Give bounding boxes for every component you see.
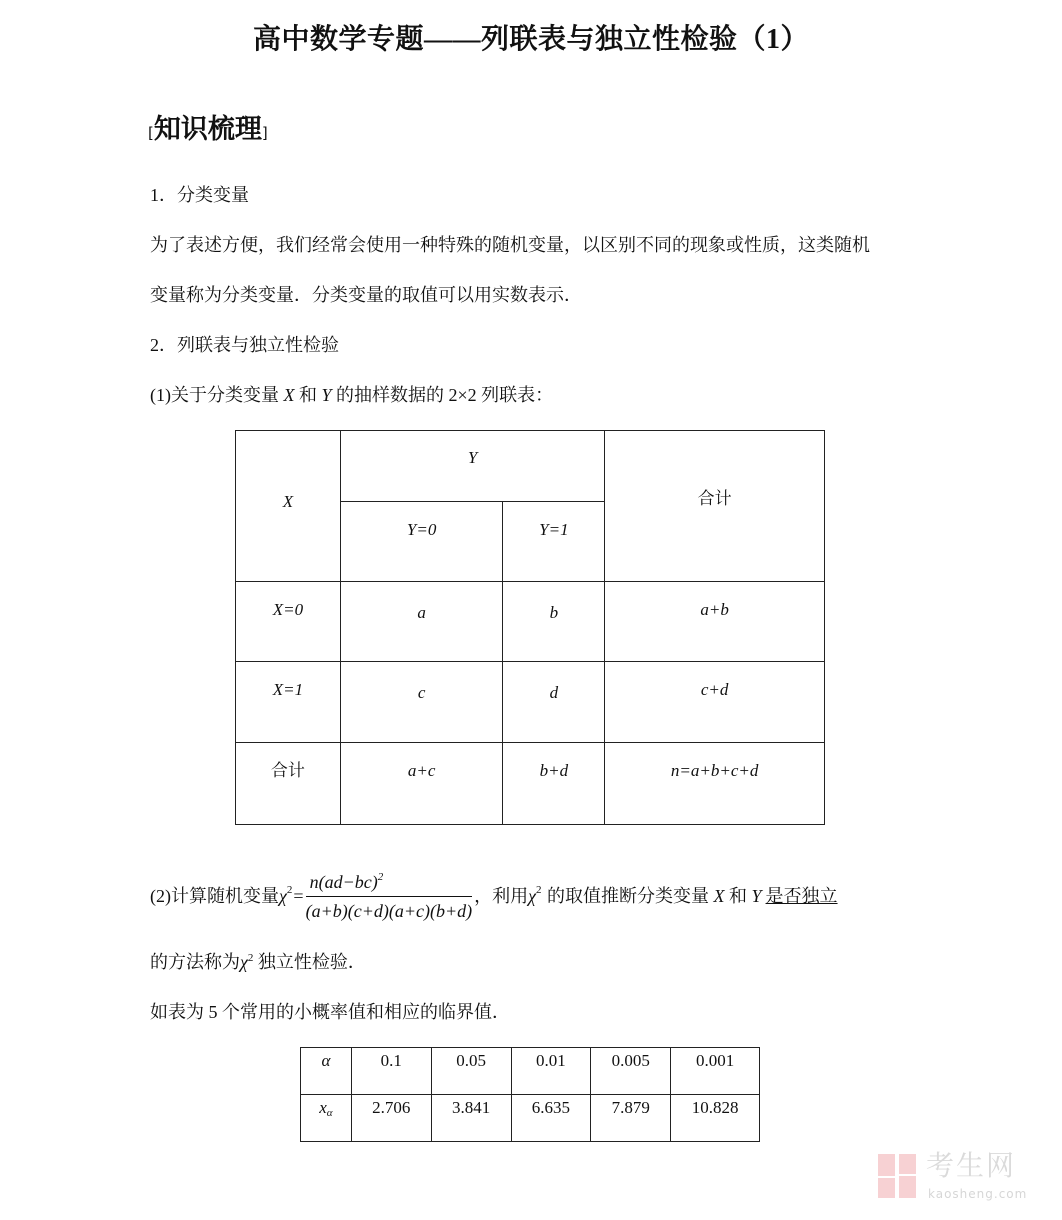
formula-line — [150, 868, 838, 924]
table-intro: 如表为 5 个常用的小概率值和相应的临界值． — [150, 1002, 510, 1022]
section-heading-text: 知识梳理 — [153, 114, 262, 145]
equals: = — [293, 886, 304, 906]
row-total: n=a+b+c+d — [605, 743, 825, 825]
row-total: c+d — [605, 662, 825, 743]
bracket-open: [ — [148, 124, 154, 142]
item1-line1: 为了表述方便，我们经常会使用一种特殊的随机变量，以区别不同的现象或性质，这类随机 — [150, 235, 870, 255]
chi-square-exp: 2 — [286, 883, 293, 896]
critical-value: 10.828 — [671, 1095, 760, 1142]
underlined-phrase: 是否独立 — [765, 886, 838, 906]
alpha-value: 0.001 — [671, 1048, 760, 1095]
numerator-exp: 2 — [377, 870, 384, 883]
table-row — [236, 582, 825, 662]
alpha-value: 0.05 — [431, 1048, 511, 1095]
item1-heading: 1．分类变量 — [150, 185, 249, 205]
critical-value: 3.841 — [431, 1095, 511, 1142]
row-label: X=0 — [236, 582, 341, 662]
denominator: (a+b)(c+d)(a+c)(b+d) — [305, 900, 473, 921]
alpha-value: 0.01 — [511, 1048, 591, 1095]
alpha-value: 0.1 — [351, 1048, 431, 1095]
method-suffix: 独立性检验． — [253, 952, 366, 972]
table-row — [236, 743, 825, 825]
chi-square-fraction — [306, 870, 473, 923]
critical-value-table — [300, 1047, 760, 1142]
row-label: 合计 — [236, 743, 341, 825]
chi-symbol: χ — [240, 952, 248, 972]
cell: d — [503, 662, 605, 743]
var-x: X — [283, 385, 295, 405]
table-row — [236, 662, 825, 743]
method-prefix: 的方法称为 — [150, 952, 240, 972]
header-y0: Y=0 — [340, 502, 503, 582]
header-y1: Y=1 — [503, 502, 605, 582]
row-total: a+b — [605, 582, 825, 662]
critical-label — [301, 1095, 352, 1142]
table-row — [301, 1095, 760, 1142]
contingency-table — [235, 430, 825, 825]
cell: a+c — [340, 743, 503, 825]
bracket-close: ] — [261, 124, 268, 142]
formula-after2: 的取值推断分类变量 — [542, 886, 714, 906]
item2-intro — [150, 383, 553, 407]
kaosheng-logo-icon — [878, 1154, 918, 1198]
chi-square-exp: 2 — [247, 952, 254, 964]
chi-symbol: χ — [279, 886, 287, 906]
x-symbol: x — [319, 1098, 327, 1117]
alpha-label: α — [301, 1048, 352, 1095]
item1-line2: 变量称为分类变量．分类变量的取值可以用实数表示． — [150, 285, 582, 305]
header-x: X — [236, 431, 341, 582]
watermark — [878, 1150, 1053, 1206]
var-x: X — [713, 886, 725, 906]
header-y: Y — [340, 431, 604, 502]
formula-and: 和 — [724, 886, 752, 906]
chi-symbol: χ — [528, 886, 537, 906]
cell: b — [503, 582, 605, 662]
formula-after1: ，利用 — [474, 886, 529, 906]
row-label: X=1 — [236, 662, 341, 743]
var-y: Y — [321, 385, 332, 405]
numerator — [306, 870, 473, 897]
intro-suffix: 的抽样数据的 2×2 列联表： — [331, 385, 554, 405]
var-y: Y — [751, 886, 762, 906]
alpha-value: 0.005 — [591, 1048, 671, 1095]
numerator-text: n(ad−bc) — [309, 871, 378, 892]
chi-square-exp: 2 — [536, 883, 542, 896]
cell: c — [340, 662, 503, 743]
document-title: 高中数学专题——列联表与独立性检验（1） — [252, 24, 809, 55]
cell: b+d — [503, 743, 605, 825]
critical-value: 6.635 — [511, 1095, 591, 1142]
intro-and: 和 — [294, 385, 322, 405]
header-total: 合计 — [605, 431, 825, 582]
formula-prefix: (2)计算随机变量 — [150, 886, 279, 906]
cell: a — [340, 582, 503, 662]
watermark-domain: kaosheng.com — [928, 1187, 1028, 1201]
item2-heading: 2．列联表与独立性检验 — [150, 335, 339, 355]
critical-value: 2.706 — [351, 1095, 431, 1142]
table-row — [301, 1048, 760, 1095]
intro-text: (1)关于分类变量 — [150, 385, 284, 405]
alpha-subscript: α — [326, 1107, 333, 1119]
method-line — [150, 950, 366, 974]
section-heading — [148, 112, 268, 151]
watermark-brand: 考生网 — [926, 1149, 1017, 1182]
critical-value: 7.879 — [591, 1095, 671, 1142]
